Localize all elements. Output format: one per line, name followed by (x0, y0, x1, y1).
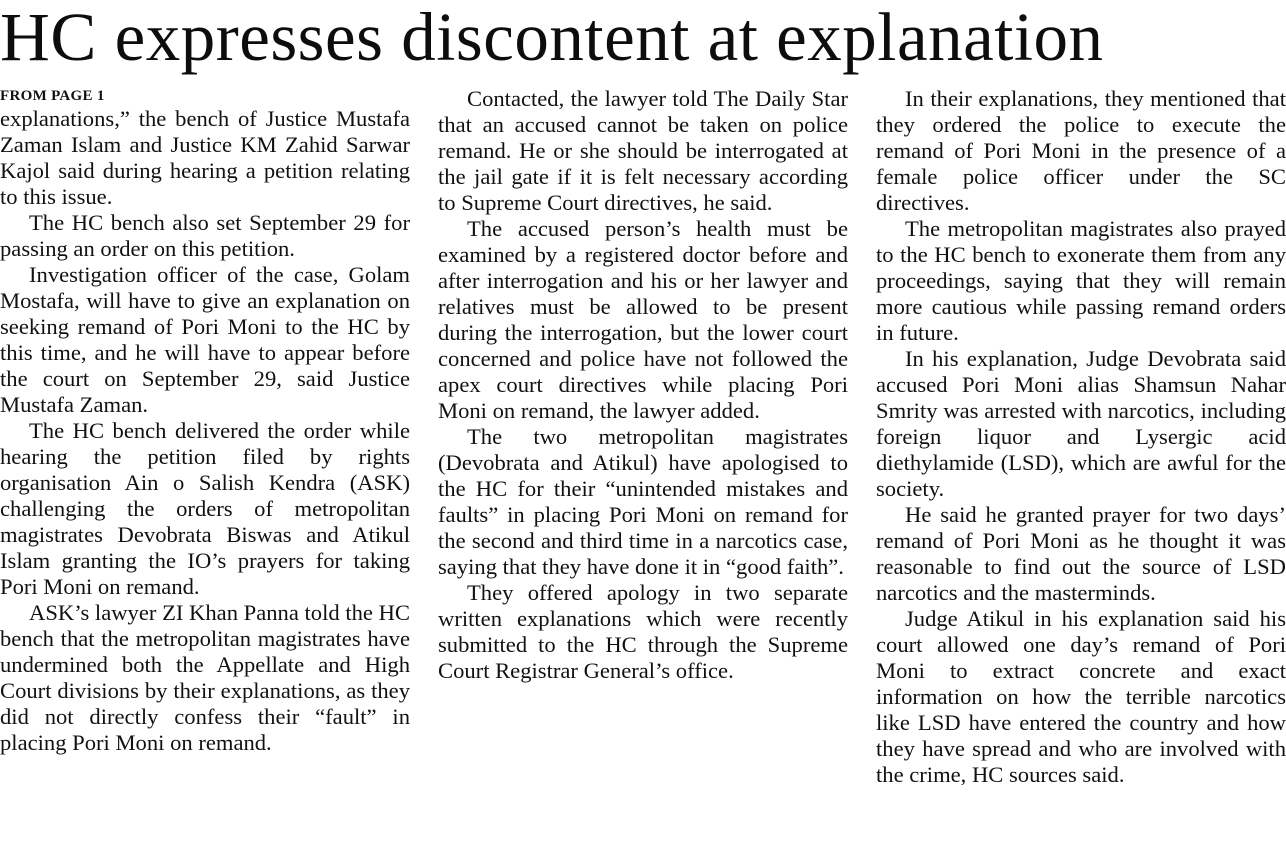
headline: HC expresses discontent at explanation (0, 0, 1104, 75)
paragraph: The HC bench delivered the order while hearing the petition filed by rights organisation Ain o Salish Kendra (ASK) challenging the orders of metropolitan magistrates Devobrata Biswas and Atikul Islam granting the IO’s prayers for taking Pori Moni on remand. (0, 418, 410, 599)
paragraph: Investigation officer of the case, Golam Mostafa, will have to give an explanation on seeking remand of Pori Moni to the HC by this time, and he will have to appear before the court on September 29, said Justice Mustafa Zaman. (0, 262, 410, 417)
paragraph: They offered apology in two separate written explanations which were recently submitted to the HC through the Supreme Court Registrar General’s office. (438, 580, 848, 683)
paragraph: In his explanation, Judge Devobrata said accused Pori Moni alias Shamsun Nahar Smrity was arrested with narcotics, including foreign liquor and Lysergic acid diethylamide (LSD), which are awful for the society. (876, 346, 1286, 501)
paragraph: The two metropolitan magistrates (Devobrata and Atikul) have apologised to the HC for their “unintended mistakes and faults” in placing Pori Moni on remand for the second and third time in a narcotics case, saying that they have done it in “good faith”. (438, 424, 848, 579)
paragraph: Contacted, the lawyer told The Daily Star that an accused cannot be taken on police remand. He or she should be interrogated at the jail gate if it is felt necessary according to Supreme Court directives, he said. (438, 86, 848, 215)
paragraph: The HC bench also set September 29 for passing an order on this petition. (0, 210, 410, 261)
paragraph: In their explanations, they mentioned that they ordered the police to execute the remand of Pori Moni in the presence of a female police officer under the SC directives. (876, 86, 1286, 215)
paragraph: The accused person’s health must be examined by a registered doctor before and after interrogation and his or her lawyer and relatives must be allowed to be present during the interrogation, but the lower court concerned and police have not followed the apex court directives while placing Pori Moni on remand, the lawyer added. (438, 216, 848, 423)
article-column-2 (438, 86, 848, 684)
article-column-3 (876, 86, 1286, 788)
paragraph: He said he granted prayer for two days’ remand of Pori Moni as he thought it was reasonable to find out the source of LSD narcotics and the masterminds. (876, 502, 1286, 605)
jump-line: FROM PAGE 1 (0, 88, 105, 104)
paragraph: The metropolitan magistrates also prayed to the HC bench to exonerate them from any proceedings, saying that they will remain more cautious while passing remand orders in future. (876, 216, 1286, 345)
article-column-1 (0, 86, 410, 756)
paragraph: ASK’s lawyer ZI Khan Panna told the HC bench that the metropolitan magistrates have undermined both the Appellate and High Court divisions by their explanations, as they did not directly confess their “fault” in placing Pori Moni on remand. (0, 600, 410, 755)
paragraph: explanations,” the bench of Justice Mustafa Zaman Islam and Justice KM Zahid Sarwar Kajol said during hearing a petition relating to this issue. (0, 106, 410, 209)
paragraph: Judge Atikul in his explanation said his court allowed one day’s remand of Pori Moni to extract concrete and exact information on how the terrible narcotics like LSD have entered the country and how they have spread and who are involved with the crime, HC sources said. (876, 606, 1286, 787)
